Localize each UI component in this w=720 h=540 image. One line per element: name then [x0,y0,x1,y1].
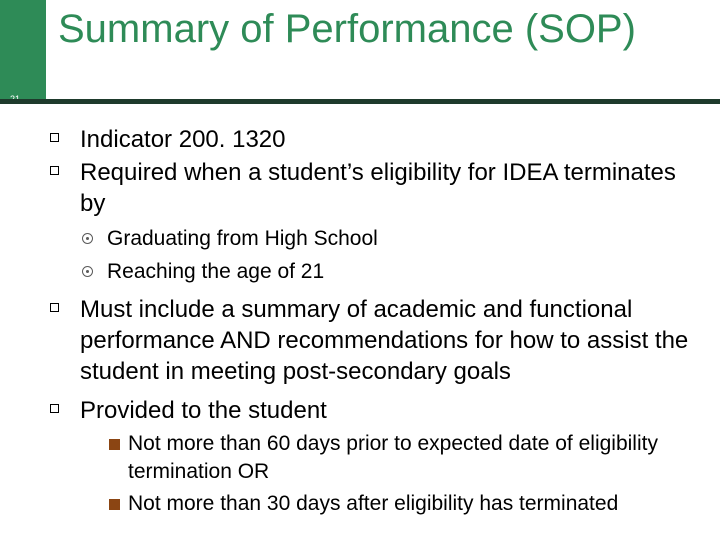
sub-bullet-item [128,430,688,486]
bullet-item [80,157,690,219]
bullet-text: Reaching the age of 21 [107,260,325,283]
sub-bullet-item [107,225,687,252]
hollow-square-bullet-icon [50,166,59,175]
bullet-text: Required when a student’s eligibility for IDEA terminates by [80,159,676,217]
filled-square-bullet-icon [109,439,120,450]
hollow-square-bullet-icon [50,404,59,413]
hollow-square-bullet-icon [50,133,59,142]
bullet-text: Indicator 200. 1320 [80,126,286,153]
sub-bullet-item [128,490,688,518]
hollow-square-bullet-icon [50,303,59,312]
bullet-text: Must include a summary of academic and functional performance AND recommendations for how to assist the student in meeting post-secondary goals [80,296,689,385]
slide-title: Summary of Performance (SOP) [58,7,636,51]
bullet-text: Not more than 30 days after eligibility has terminated [128,492,619,515]
bullet-text: Not more than 60 days prior to expected date of eligibility termination OR [128,432,658,483]
filled-square-bullet-icon [109,499,120,510]
bullet-item [80,395,690,426]
bullet-item [80,124,690,155]
sub-bullet-item [107,258,687,285]
bullet-text: Provided to the student [80,397,327,424]
circle-dot-bullet-icon [82,233,93,244]
circle-dot-bullet-icon [82,266,93,277]
bullet-item [80,294,690,387]
bullet-text: Graduating from High School [107,227,378,250]
